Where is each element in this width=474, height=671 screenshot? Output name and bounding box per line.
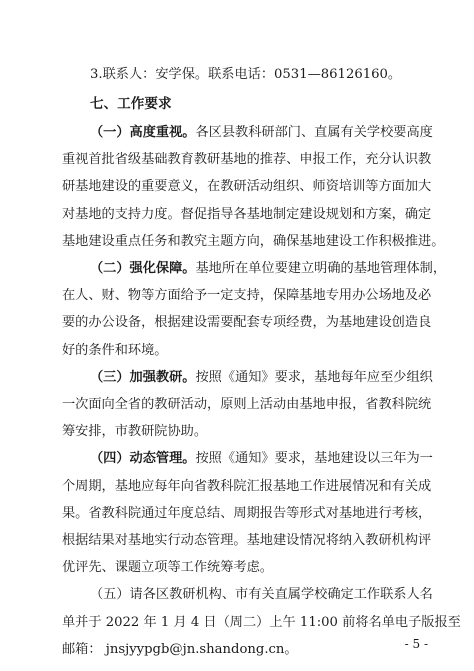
item2-line1 [90, 260, 446, 277]
item1-line4: 对基地的支持力度。督促指导各基地制定建设规划和方案，确定 [62, 206, 432, 222]
item4-text: 按照《通知》要求，基地建设以三年为一 [195, 451, 433, 467]
item1-line2: 重视首批省级基础教育教研基地的推荐、申报工作，充分认识教 [62, 152, 432, 168]
item1-line3: 研基地建设的重要意义，在教研活动组织、师资培训等方面加大 [62, 179, 432, 195]
item3-line1 [90, 369, 433, 386]
item4-line1 [90, 450, 433, 467]
item3-line2: 一次面向全省的教研活动，原则上活动由基地申报，省教科院统 [62, 397, 432, 412]
item3-line3: 筹安排，市教研院协助。 [62, 424, 208, 440]
item3-head: （三）加强教研。 [90, 369, 196, 385]
item4-line2: 个周期，基地应每年向省教科院汇报基地工作进展情况和有关成 [62, 478, 432, 494]
item1-head: （一）高度重视。 [90, 125, 196, 140]
item2-line4: 好的条件和环境。 [62, 342, 168, 358]
item4-line4: 根据结果对基地实行动态管理。基地建设情况将纳入教研机构评 [62, 533, 432, 548]
item2-line2: 在人、财、物等方面给予一定支持，保障基地专用办公场地及必 [62, 288, 432, 304]
item4-head: （四）动态管理。 [90, 451, 196, 467]
section-heading: 七、工作要求 [90, 96, 172, 112]
item2-head: （二）强化保障。 [90, 261, 196, 276]
item4-line5: 优评先、课题立项等工作统筹考虑。 [62, 560, 273, 576]
page-number: - 5 - [404, 637, 428, 651]
item2-line3: 要的办公设备，根据建设需要配套专项经费，为基地建设创造良 [62, 315, 432, 331]
item2-text: 基地所在单位要建立明确的基地管理体制， [195, 261, 447, 276]
item1-text: 各区县教科研部门、直属有关学校要高度 [195, 125, 433, 140]
item1-line1 [90, 124, 433, 141]
item4-line3: 果。省教科院通过年度总结、周期报告等形式对基地进行考核， [62, 505, 432, 521]
item5-line2: 单并于 2022 年 1 月 4 日（周二）上午 11:00 前将名单电子版报至 [62, 614, 461, 630]
item3-text: 按照《通知》要求，基地每年应至少组织 [195, 369, 433, 385]
item5-line3: 邮箱： jnsjyypgb@jn.shandong.cn。 [62, 641, 298, 657]
item5-line1: （五）请各区教研机构、市有关直属学校确定工作联系人名 [90, 587, 433, 603]
contact-line: 3.联系人：安学保。联系电话：0531—86126160。 [90, 67, 402, 82]
item1-line5: 基地建设重点任务和教究主题方向，确保基地建设工作积极推进。 [62, 233, 445, 249]
